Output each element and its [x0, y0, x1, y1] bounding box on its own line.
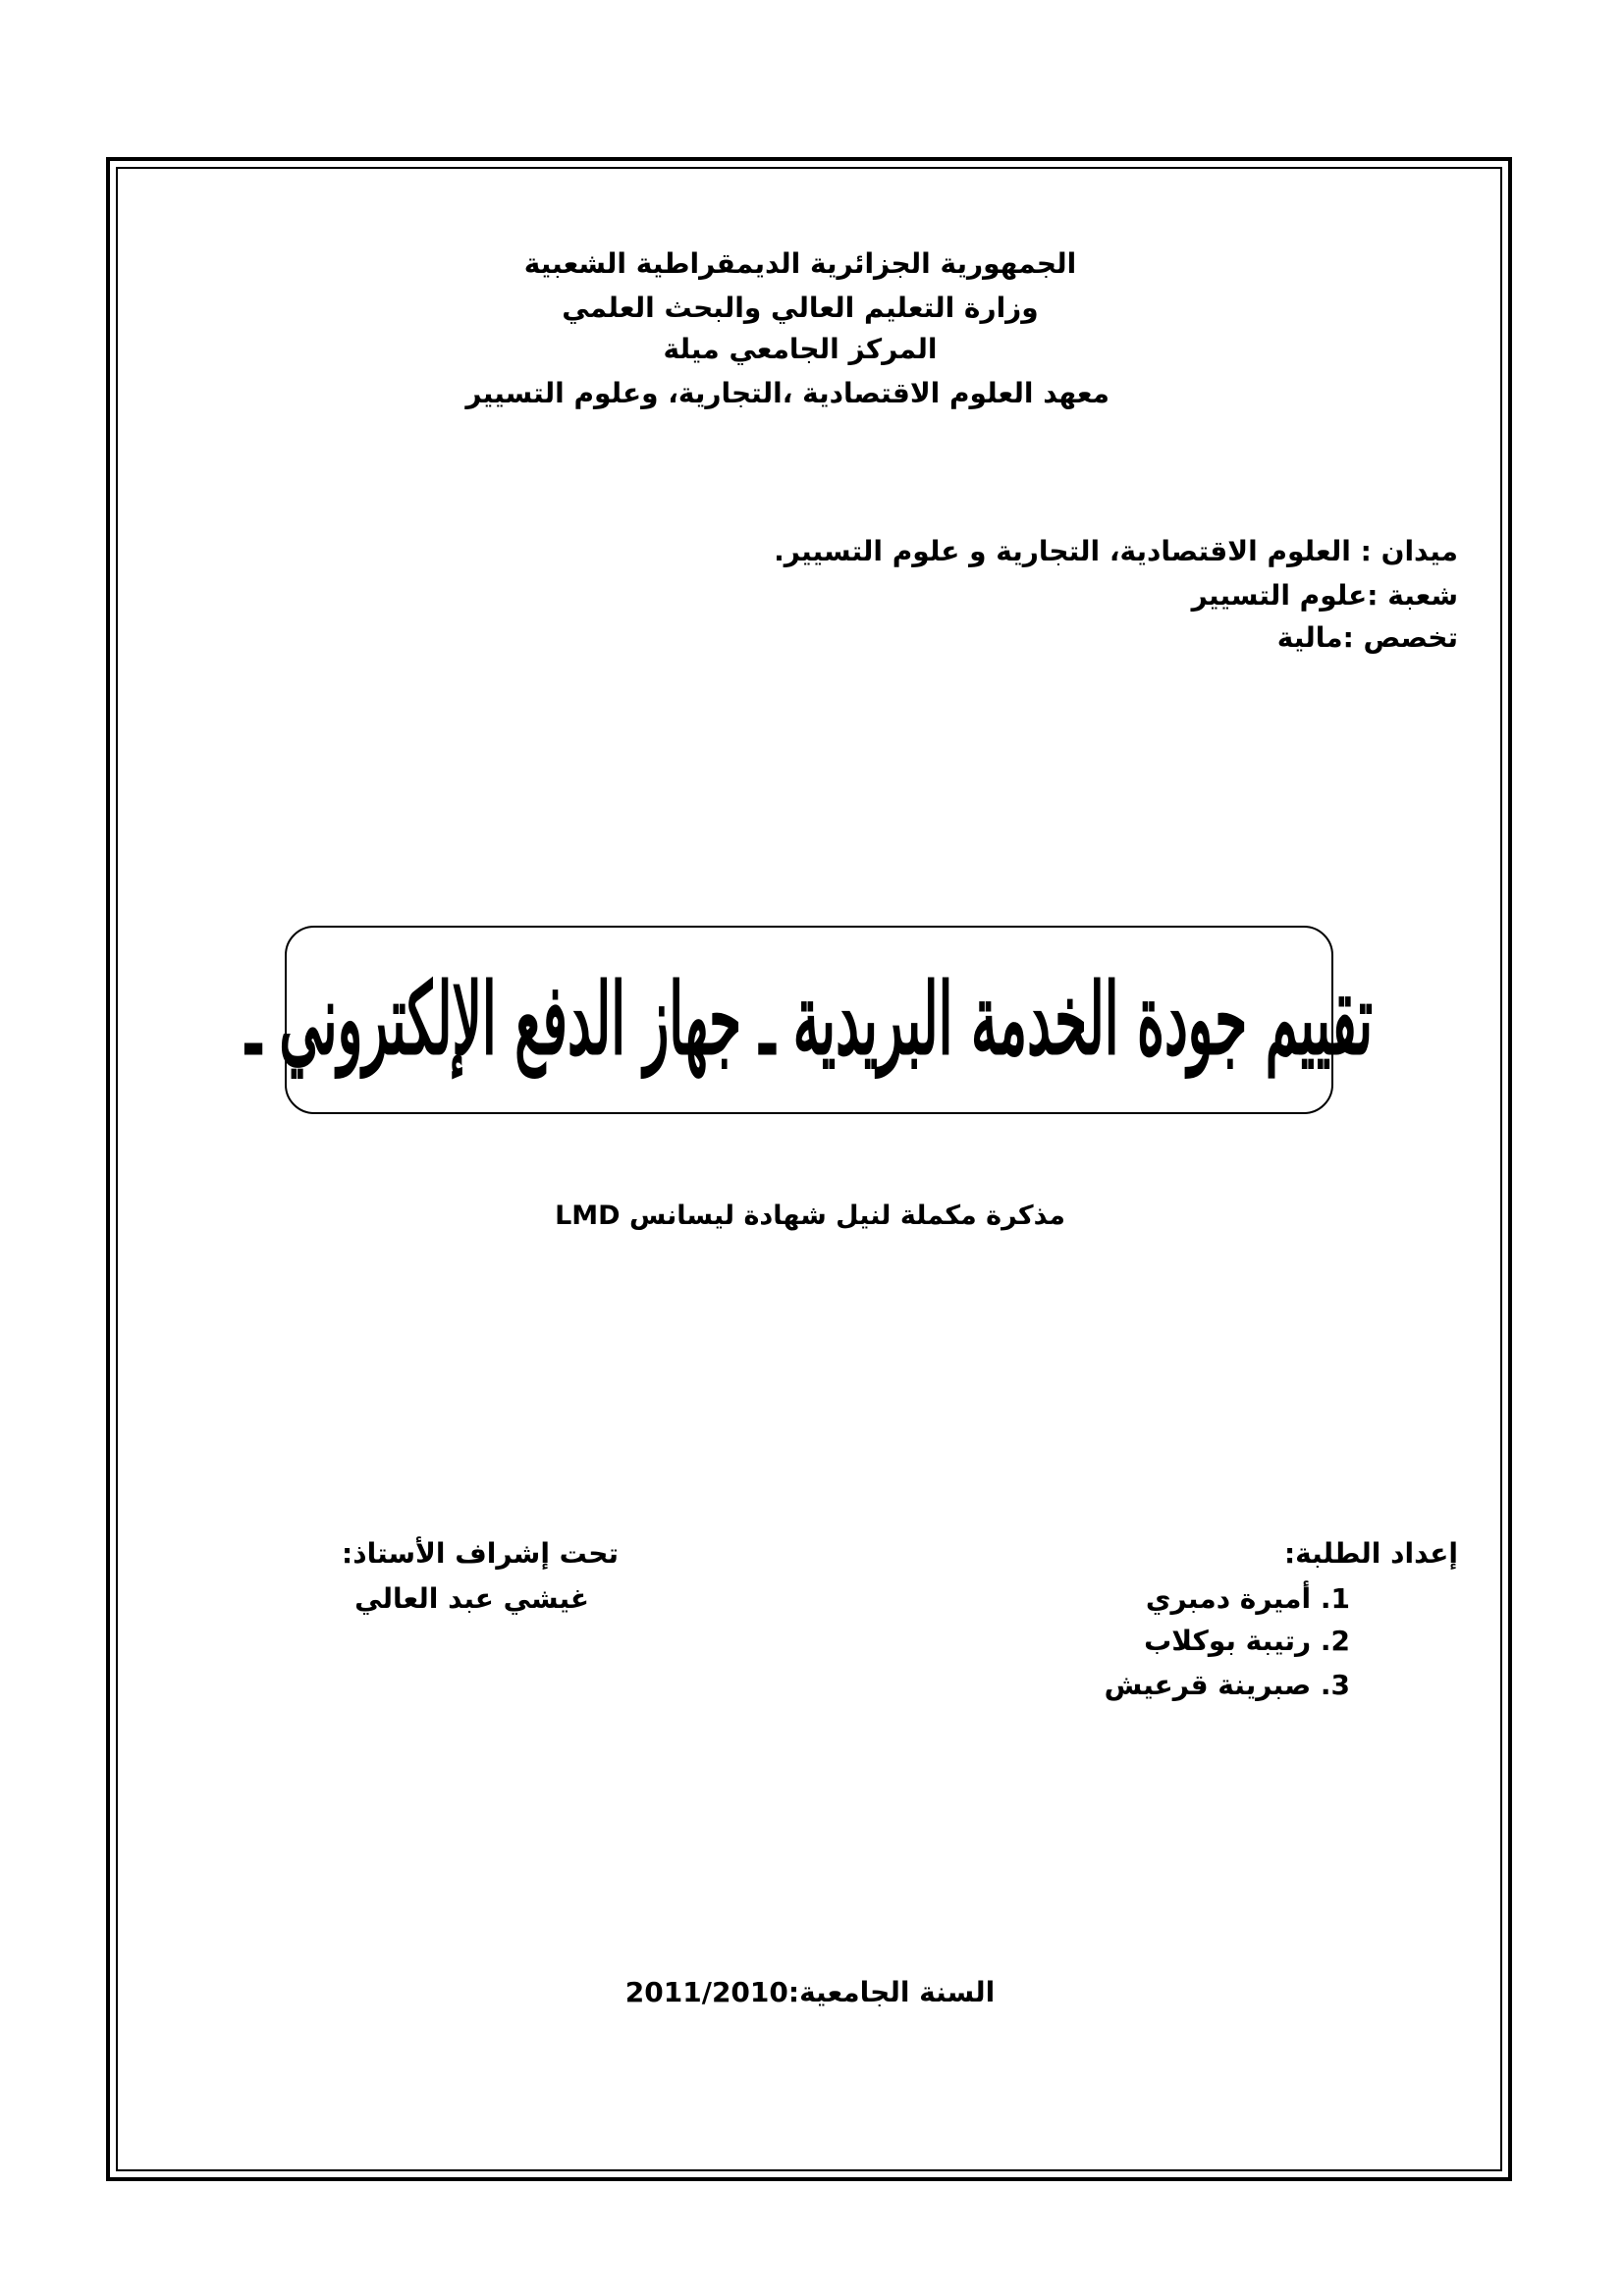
- academic-year: السنة الجامعية:2011/2010: [624, 1976, 996, 2008]
- student-name: 2. رتيبة بوكلاب: [1144, 1625, 1350, 1657]
- students-label: إعداد الطلبة:: [1283, 1537, 1458, 1570]
- field-specialty: تخصص :مالية: [1276, 621, 1458, 654]
- field-branch: شعبة :علوم التسيير: [1191, 579, 1458, 612]
- header-republic: الجمهورية الجزائرية الديمقراطية الشعبية: [523, 247, 1077, 280]
- page-border-inner: [116, 167, 1502, 2171]
- supervisor-name: غيشي عبد العالي: [354, 1582, 589, 1615]
- field-domain: ميدان : العلوم الاقتصادية، التجارية و علوم التسيير.: [774, 535, 1458, 567]
- memo-subtitle: مذكرة مكملة لنيل شهادة ليسانس LMD: [555, 1201, 1065, 1231]
- student-name: 1. أميرة دمبري: [1145, 1582, 1350, 1615]
- supervisor-label: تحت إشراف الأستاذ:: [342, 1537, 619, 1570]
- header-university-center: المركز الجامعي ميلة: [663, 333, 938, 365]
- title-box: [245, 926, 1373, 1114]
- header-institute: معهد العلوم الاقتصادية ،التجارية، وعلوم التسيير: [465, 377, 1109, 409]
- student-name: 3. صبرينة قرعيش: [1104, 1669, 1350, 1701]
- thesis-title: تقييم جودة الخدمة البريدية ـ جهاز الدفع الإلكتروني ـ: [245, 962, 1373, 1078]
- header-ministry: وزارة التعليم العالي والبحث العلمي: [562, 292, 1039, 324]
